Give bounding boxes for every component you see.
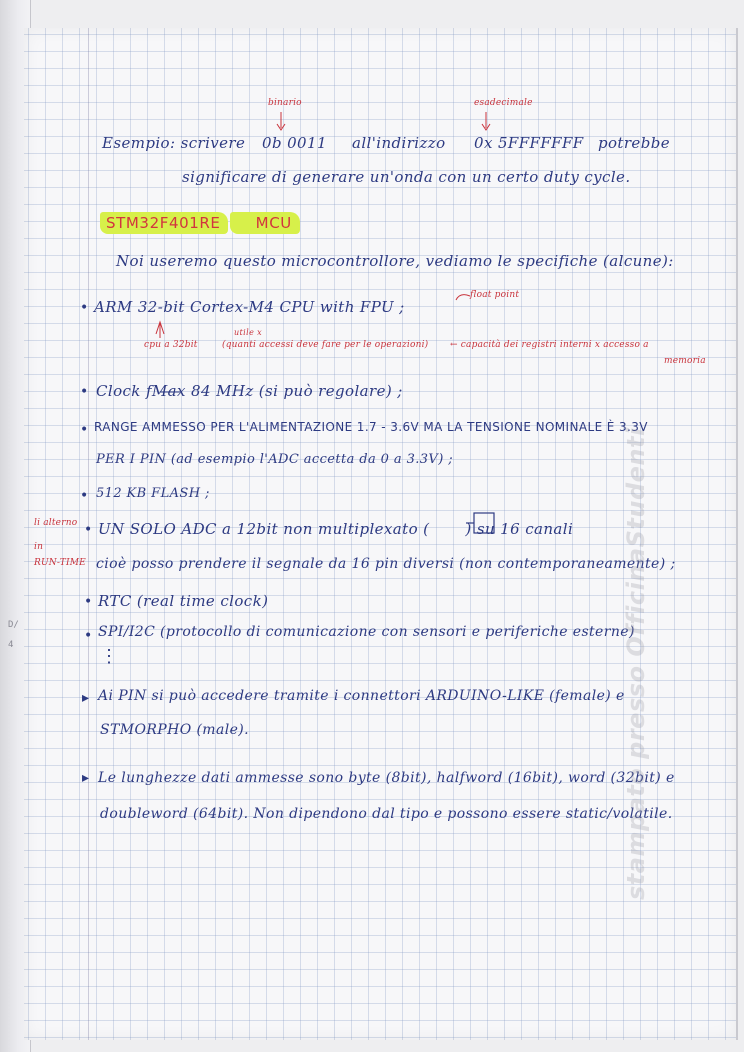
spec-adc-line-2: cioè posso prendere il segnale da 16 pin diversi (non contemporaneamente) ;	[96, 556, 676, 572]
pins-line-1: Ai PIN si può accedere tramite i connettori ARDUINO-LIKE (female) e	[98, 688, 625, 704]
side-annotation-in: in	[34, 542, 44, 552]
bullet: •	[84, 594, 93, 610]
spec-arm: ARM 32-bit Cortex-M4 CPU with FPU ;	[94, 298, 405, 316]
spec-adc-text: UN SOLO ADC a 12bit non multiplexato (	[98, 520, 430, 538]
spec-flash: 512 KB FLASH ;	[96, 486, 210, 501]
bullet: •	[80, 488, 89, 504]
bullet: ▸	[82, 770, 90, 786]
bullet: ▸	[82, 690, 90, 706]
example-text: potrebbe	[598, 134, 670, 152]
spec-range-line-2: PER I PIN (ad esempio l'ADC accetta da 0 a 3.3V) ;	[96, 452, 454, 467]
example-text: all'indirizzo	[352, 134, 446, 152]
intro-line: Noi useremo questo microcontrollore, vediamo le specifiche (alcune):	[116, 252, 674, 270]
spec-range-line-1: RANGE AMMESSO PER L'ALIMENTAZIONE 1.7 - 3.6V MA LA TENSIONE NOMINALE È 3.3V	[94, 420, 648, 434]
example-line-2: significare di generare un'onda con un certo duty cycle.	[182, 168, 631, 186]
annotation-quanti-accessi: (quanti accessi deve fare per le operazioni)	[222, 340, 429, 350]
example-hex-value: 0x 5FFFFFFF	[474, 134, 584, 152]
spec-adc-channels: ) su 16 canali	[465, 520, 574, 538]
annotation-float-point: float point	[470, 290, 520, 300]
heading-board-name: STM32F401RE	[100, 212, 228, 234]
data-lengths-line-2: doubleword (64bit). Non dipendono dal tipo e possono essere static/volatile.	[100, 806, 673, 822]
bullet: •	[84, 522, 93, 538]
annotation-utile: utile x	[234, 328, 263, 337]
continuation-dots: ⋮	[100, 646, 119, 667]
spec-adc-line-1	[98, 520, 573, 538]
example-label: Esempio: scrivere	[102, 134, 246, 152]
example-binary-value: 0b 0011	[262, 134, 327, 152]
spec-rtc: RTC (real time clock)	[98, 592, 269, 610]
data-lengths-line-1: Le lunghezze dati ammesse sono byte (8bit), halfword (16bit), word (32bit) e	[98, 770, 675, 786]
spec-spi-i2c: SPI/I2C (protocollo di comunicazione con sensori e periferiche esterne)	[98, 624, 635, 640]
side-annotation-runtime: RUN-TIME	[34, 558, 86, 568]
watermark: stampato presso OfficinaStudenti	[622, 427, 650, 900]
bullet: •	[80, 422, 89, 438]
side-annotation-alterno: li alterno	[34, 518, 78, 528]
binding-mark: 4	[8, 640, 14, 650]
section-heading	[100, 214, 300, 232]
pins-line-2: STMORPHO (male).	[100, 722, 249, 738]
bullet: •	[84, 628, 93, 644]
spec-clock: Clock fMax 84 MHz (si può regolare) ;	[96, 382, 403, 400]
bullet: •	[80, 300, 89, 316]
annotation-memoria: memoria	[664, 356, 706, 366]
bullet: •	[80, 384, 89, 400]
heading-mcu: MCU	[230, 212, 300, 234]
binding-mark: D/	[8, 620, 19, 630]
annotation-cpu-32bit: cpu a 32bit	[144, 340, 198, 350]
annotation-esadecimale: esadecimale	[474, 98, 533, 108]
annotation-binario: binario	[268, 98, 302, 108]
annotation-capacita-registri: ← capacità dei registri interni x accesso a	[450, 340, 649, 350]
